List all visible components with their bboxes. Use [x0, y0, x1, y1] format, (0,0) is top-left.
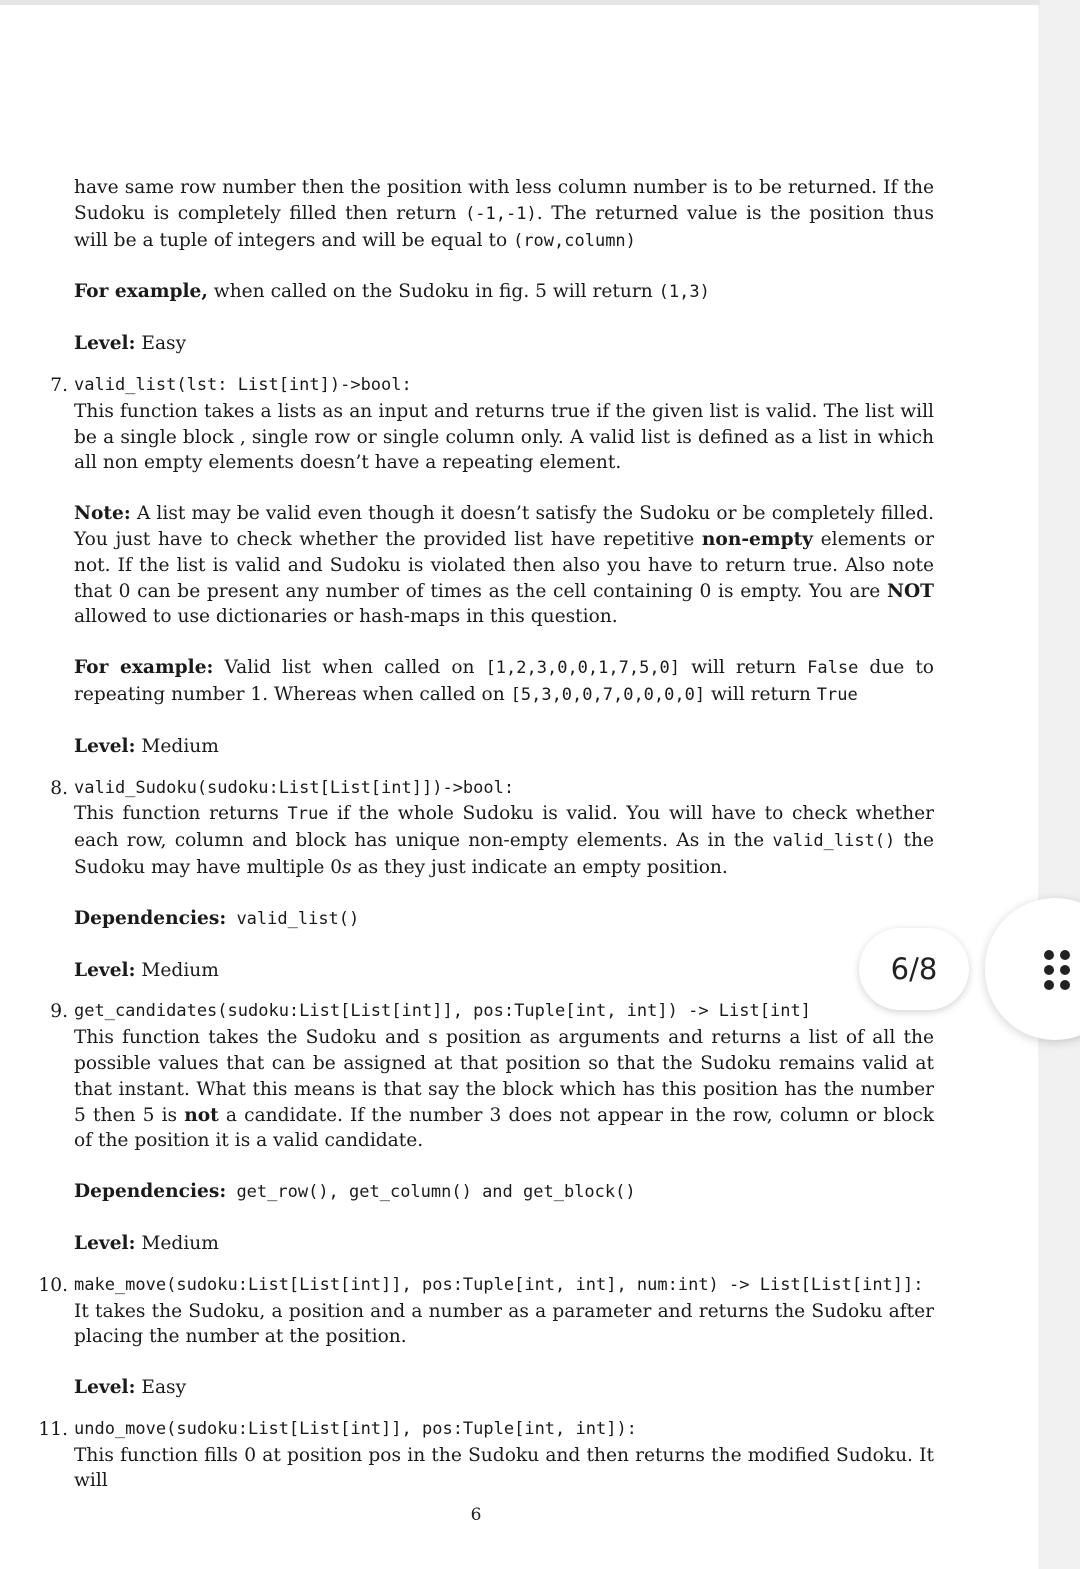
level-line: [74, 1375, 934, 1401]
item-9: [50, 999, 935, 1256]
document-page[interactable]: [0, 5, 1038, 1569]
example-text-d: will return: [705, 683, 817, 705]
desc-text-d: as they just indicate an empty position.: [351, 856, 728, 878]
page-number: 6: [470, 1505, 482, 1525]
dependencies-line: [74, 906, 934, 933]
desc-code-1: True: [287, 804, 329, 825]
example-label: For example:: [74, 657, 214, 679]
desc-code-2: valid_list(): [772, 831, 896, 852]
intro-text-2: . The returned value is the position thus will be a tuple of integers and will be equal to: [74, 202, 934, 251]
dependencies-code: get_row(), get_column() and get_block(): [226, 1182, 636, 1203]
function-description: [74, 801, 934, 880]
level-value: Medium: [135, 735, 219, 757]
item-8: [50, 776, 934, 984]
example-paragraph: [74, 655, 934, 709]
example-text: when called on the Sudoku in fig. 5 will return: [207, 281, 659, 303]
function-description: [74, 1025, 934, 1154]
level-line: [74, 958, 934, 984]
function-signature: valid_Sudoku(sudoku:List[List[int]])->bool:: [74, 777, 515, 798]
desc-text-a: This function returns: [74, 803, 288, 825]
function-signature: valid_list(lst: List[int])->bool:: [74, 374, 412, 395]
note-label: Note:: [74, 503, 131, 525]
example-code-1: [1,2,3,0,0,1,7,5,0]: [485, 658, 681, 679]
note-text-c: allowed to use dictionaries or hash-maps in this question.: [74, 606, 618, 628]
function-description: It takes the Sudoku, a position and a number as a parameter and returns the Sudoku after placing the number at the position.: [74, 1300, 934, 1348]
desc-text-c: the Sudoku may have multiple 0: [74, 830, 934, 878]
desc-text-b: a candidate. If the number 3 does not appear in the row, column or block of the position it is a valid candidate.: [74, 1104, 935, 1152]
item-number: 11.: [38, 1418, 68, 1440]
level-value: Easy: [135, 333, 187, 355]
item-10: [38, 1273, 934, 1401]
desc-italic-s: s: [342, 856, 352, 878]
desc-text-b: if the whole Sudoku is valid. You will have to check whether each row, column and block has unique non-empty elements. As in the: [74, 803, 934, 852]
level-label: Level:: [74, 1232, 136, 1254]
intro-level: [74, 331, 934, 357]
page-indicator-badge: [859, 928, 969, 1010]
intro-code-1: (-1,-1): [465, 203, 537, 224]
item-number: 9.: [50, 1001, 68, 1023]
example-code-3: [5,3,0,0,7,0,0,0,0]: [510, 684, 706, 705]
item-number: 7.: [50, 374, 68, 396]
level-line: [74, 1231, 934, 1257]
intro-paragraph: [74, 175, 934, 254]
function-signature: get_candidates(sudoku:List[List[int]], pos:Tuple[int, int]) -> List[int]: [74, 1001, 811, 1022]
level-value: Medium: [135, 959, 219, 981]
desc-text-a: This function takes the Sudoku and s position as arguments and returns a list of all the possible values that can be assigned at that position so that the Sudoku remains valid at that instant. What this means is that say the block which has this position has the number 5 then 5 is: [74, 1027, 934, 1126]
example-text-b: will return: [680, 657, 808, 679]
example-code-4: True: [816, 684, 858, 705]
level-line: [74, 734, 934, 760]
page-content: [38, 175, 935, 1494]
function-description: This function fills 0 at position pos in the Sudoku and then returns the modified Sudoku. It will: [74, 1444, 934, 1492]
example-text-a: Valid list when called on: [213, 657, 486, 679]
example-text-c: due to repeating number 1. Whereas when called on: [74, 657, 934, 705]
item-7: [50, 373, 934, 760]
item-number: 10.: [38, 1274, 68, 1296]
example-label: For example,: [74, 281, 208, 303]
dependencies-label: Dependencies:: [74, 907, 227, 929]
example-code: (1,3): [658, 282, 710, 303]
note-text-b: elements or not. If the list is valid and Sudoku is violated then also you have to return true. Also note that 0 can be present any number of times as the cell containing 0 is empty. You are: [74, 528, 934, 602]
note-bold-2: NOT: [886, 580, 934, 602]
level-label: Level:: [74, 735, 136, 757]
more-dots-icon[interactable]: [1044, 950, 1074, 990]
desc-bold: not: [184, 1104, 219, 1126]
level-label: Level:: [74, 959, 136, 981]
intro-code-2: (row,column): [513, 230, 636, 251]
intro-text-1: have same row number then the position with less column number is to be returned. If the Sudoku is completely filled then return: [74, 177, 934, 224]
level-value: Easy: [135, 1377, 187, 1399]
item-number: 8.: [50, 777, 68, 799]
level-label: Level:: [74, 333, 136, 355]
note-bold: non-empty: [701, 528, 813, 550]
dependencies-label: Dependencies:: [74, 1181, 227, 1203]
level-value: Medium: [135, 1232, 219, 1254]
function-description: This function takes a lists as an input and returns true if the given list is valid. The list will be a single block , single row or single column only. A valid list is defined as a list in which all non empty elements doesn’t have a repeating element.: [74, 400, 934, 474]
dependencies-line: [74, 1179, 934, 1206]
note-paragraph: [74, 501, 934, 630]
dependencies-code: valid_list(): [226, 908, 360, 929]
function-signature: undo_move(sudoku:List[List[int]], pos:Tuple[int, int]):: [74, 1418, 637, 1439]
example-code-2: False: [807, 658, 859, 679]
level-label: Level:: [74, 1377, 136, 1399]
note-text-a: A list may be valid even though it doesn’t satisfy the Sudoku or be completely filled. You just have to check whether the provided list have repetitive: [74, 503, 934, 550]
function-signature: make_move(sudoku:List[List[int]], pos:Tuple[int, int], num:int) -> List[List[int]]:: [74, 1274, 924, 1295]
intro-example: [74, 279, 934, 306]
item-11: [38, 1417, 934, 1494]
page-indicator-text: 6/8: [890, 952, 938, 986]
